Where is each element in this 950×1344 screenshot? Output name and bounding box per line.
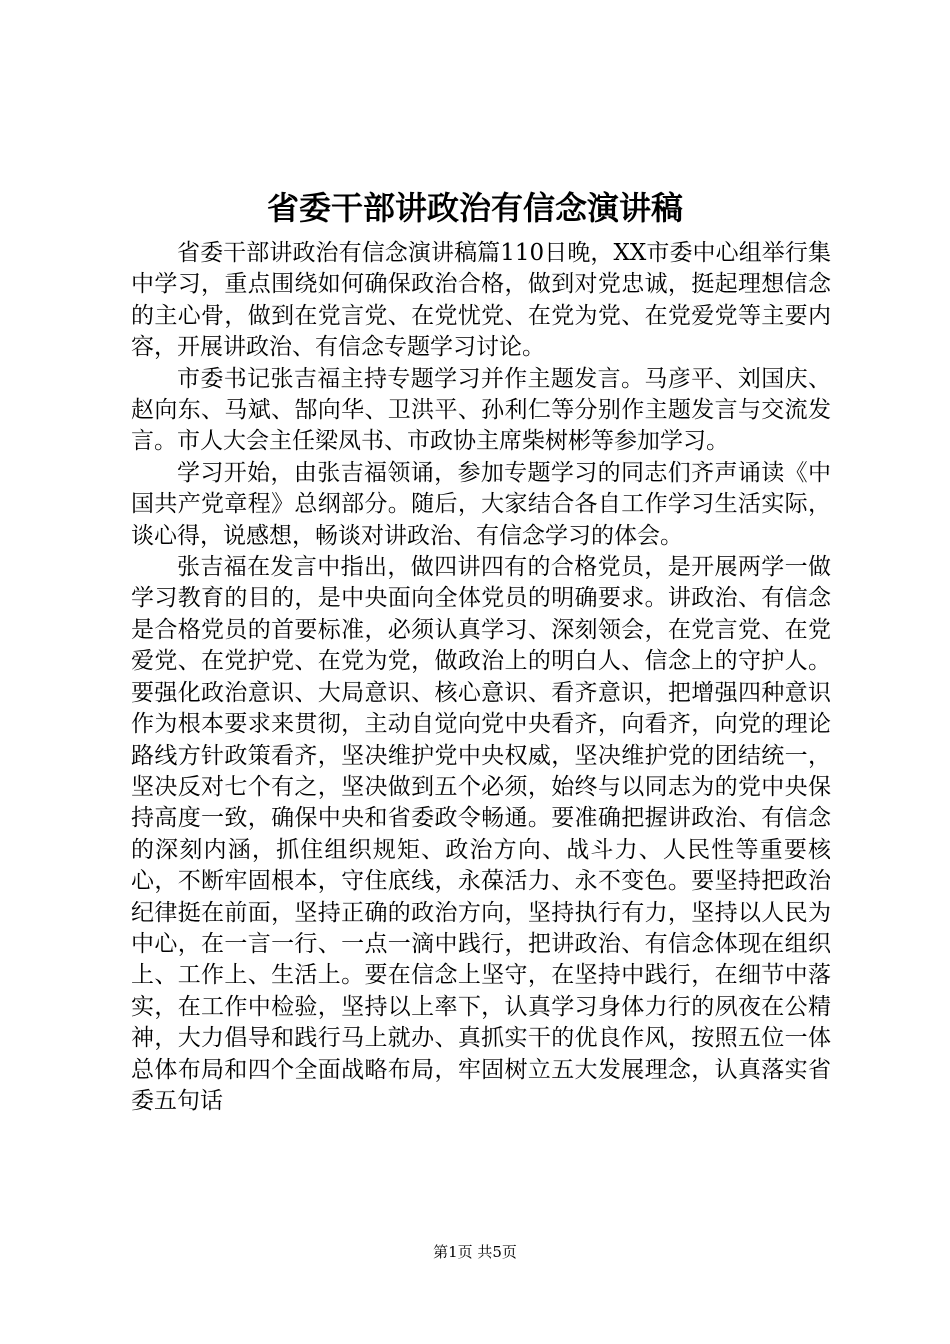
paragraph-2: 市委书记张吉福主持专题学习并作主题发言。马彦平、刘国庆、赵向东、马斌、郜向华、卫洪平、孙利仁等分别作主题发言与交流发言。市人大会主任梁凤书、市政协主席柴树彬等参加学习。 [131, 365, 831, 455]
paragraph-4: 张吉福在发言中指出，做四讲四有的合格党员，是开展两学一做学习教育的目的，是中央面向全体党员的明确要求。讲政治、有信念是合格党员的首要标准，必须认真学习、深刻领会，在党言党、在党爱党、在党护党、在党为党，做政治上的明白人、信念上的守护人。要强化政治意识、大局意识、核心意识、看齐意识，把增强四种意识作为根本要求来贯彻，主动自觉向党中央看齐，向看齐，向党的理论路线方针政策看齐，坚决维护党中央权威，坚决维护党的团结统一，坚决反对七个有之，坚决做到五个必须，始终与以同志为的党中央保持高度一致，确保中央和省委政令畅通。要准确把握讲政治、有信念的深刻内涵，抓住组织规矩、政治方向、战斗力、人民性等重要核心，不断牢固根本，守住底线，永葆活力、永不变色。要坚持把政治纪律挺在前面，坚持正确的政治方向，坚持执行有力，坚持以人民为中心，在一言一行、一点一滴中践行，把讲政治、有信念体现在组织上、工作上、生活上。要在信念上坚守，在坚持中践行，在细节中落实，在工作中检验，坚持以上率下，认真学习身体力行的夙夜在公精神，大力倡导和践行马上就办、真抓实干的优良作风，按照五位一体总体布局和四个全面战略布局，牢固树立五大发展理念，认真落实省委五句话 [131, 554, 831, 1114]
page-footer: 第1页 共5页 [433, 1243, 517, 1261]
document-title: 省委干部讲政治有信念演讲稿 [266, 189, 683, 227]
paragraph-3: 学习开始，由张吉福领诵，参加专题学习的同志们齐声诵读《中国共产党章程》总纲部分。随后，大家结合各自工作学习生活实际，谈心得，说感想，畅谈对讲政治、有信念学习的体会。 [131, 459, 831, 549]
paragraph-1: 省委干部讲政治有信念演讲稿篇110日晚，XX市委中心组举行集中学习，重点围绕如何确保政治合格，做到对党忠诚，挺起理想信念的主心骨，做到在党言党、在党忧党、在党为党、在党爱党等主要内容，开展讲政治、有信念专题学习讨论。 [131, 240, 831, 361]
document-body [131, 238, 831, 1117]
